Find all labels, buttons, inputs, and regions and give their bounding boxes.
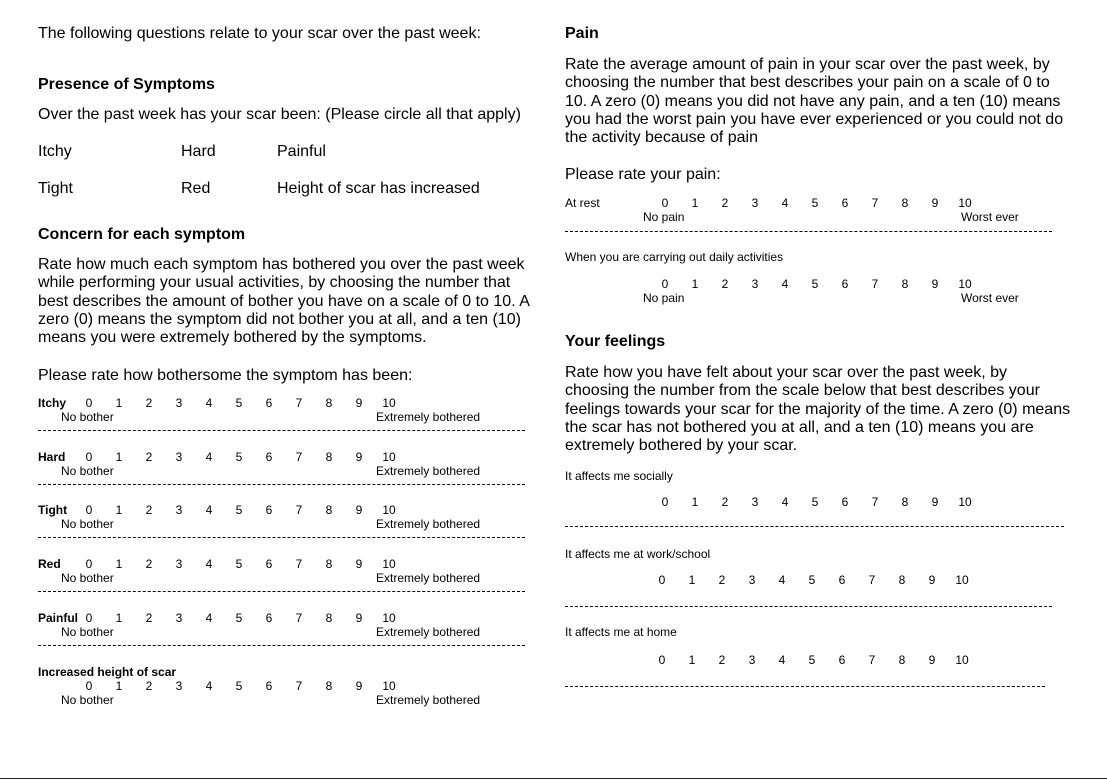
feeling-1-scale-9[interactable]: 9: [928, 573, 936, 587]
symptom-3-scale-6[interactable]: 6: [265, 557, 273, 571]
symptom-1-scale-1[interactable]: 1: [115, 450, 123, 464]
symptom-3-scale-10[interactable]: 10: [382, 557, 396, 571]
feeling-2-scale-9[interactable]: 9: [928, 653, 936, 667]
symptom-1-scale-2[interactable]: 2: [145, 450, 153, 464]
pain-1-scale-8[interactable]: 8: [901, 277, 909, 291]
symptom-2-scale-1[interactable]: 1: [115, 503, 123, 517]
pain-0-scale-6[interactable]: 6: [841, 196, 849, 210]
symptom-label-0: Itchy: [38, 396, 67, 410]
pain-item-0: At rest: [565, 196, 600, 210]
pain-low-label-1: No pain: [643, 291, 685, 305]
feelings-paragraph: Rate how you have felt about your scar over the past week, by choosing the number from the scale below that best describes your feelings towards your scar for the majority of the time. A zero (0) means the scar has not bothered you at all, and a ten (10) means you are extremely bothered by your scar.: [565, 364, 1071, 455]
symptom-high-label-2: Extremely bothered: [376, 517, 481, 531]
symptom-divider-0: [38, 430, 525, 431]
feeling-2-scale-1[interactable]: 1: [688, 653, 696, 667]
pain-item-1: When you are carrying out daily activities: [565, 250, 784, 264]
symptom-4-scale-8[interactable]: 8: [325, 611, 333, 625]
symptom-1-scale-10[interactable]: 10: [382, 450, 396, 464]
symptom-0-scale-2[interactable]: 2: [145, 396, 153, 410]
feeling-0-scale-3[interactable]: 3: [751, 495, 759, 509]
symptom-5-scale-10[interactable]: 10: [382, 679, 396, 693]
symptom-1-scale-8[interactable]: 8: [325, 450, 333, 464]
pain-1-scale-2[interactable]: 2: [721, 277, 729, 291]
page-bottom-border: [0, 778, 1107, 779]
symptom-3-scale-0[interactable]: 0: [85, 557, 93, 571]
feeling-0-scale-6[interactable]: 6: [841, 495, 849, 509]
symptom-1-scale-7[interactable]: 7: [295, 450, 303, 464]
symptom-label-1: Hard: [38, 450, 66, 464]
symptom-0-scale-8[interactable]: 8: [325, 396, 333, 410]
symptom-high-label-4: Extremely bothered: [376, 625, 481, 639]
feeling-1-scale-0[interactable]: 0: [658, 573, 666, 587]
presence-prompt: Over the past week has your scar been: (Please circle all that apply): [38, 106, 521, 123]
feeling-1-scale-7[interactable]: 7: [868, 573, 876, 587]
symptom-3-scale-2[interactable]: 2: [145, 557, 153, 571]
symptom-1-scale-3[interactable]: 3: [175, 450, 183, 464]
symptom-0-scale-9[interactable]: 9: [355, 396, 363, 410]
symptom-5-scale-2[interactable]: 2: [145, 679, 153, 693]
pain-0-scale-3[interactable]: 3: [751, 196, 759, 210]
feeling-0-scale-7[interactable]: 7: [871, 495, 879, 509]
symptom-5-scale-0[interactable]: 0: [85, 679, 93, 693]
pain-1-scale-7[interactable]: 7: [871, 277, 879, 291]
feeling-2-scale-4[interactable]: 4: [778, 653, 786, 667]
pain-1-scale-0[interactable]: 0: [661, 277, 669, 291]
symptom-5-scale-9[interactable]: 9: [355, 679, 363, 693]
symptom-5-scale-1[interactable]: 1: [115, 679, 123, 693]
symptom-1-scale-9[interactable]: 9: [355, 450, 363, 464]
pain-heading: Pain: [565, 25, 599, 42]
option-red[interactable]: Red: [181, 180, 211, 197]
symptom-3-scale-5[interactable]: 5: [235, 557, 243, 571]
symptom-3-scale-1[interactable]: 1: [115, 557, 123, 571]
symptom-5-scale-6[interactable]: 6: [265, 679, 273, 693]
pain-0-scale-7[interactable]: 7: [871, 196, 879, 210]
feeling-divider-1: [565, 606, 1052, 607]
symptom-5-scale-5[interactable]: 5: [235, 679, 243, 693]
symptom-label-2: Tight: [38, 503, 68, 517]
symptom-1-scale-5[interactable]: 5: [235, 450, 243, 464]
symptom-2-scale-4[interactable]: 4: [205, 503, 213, 517]
feeling-2-scale-2[interactable]: 2: [718, 653, 726, 667]
symptom-4-scale-5[interactable]: 5: [235, 611, 243, 625]
feeling-2-scale-6[interactable]: 6: [838, 653, 846, 667]
feeling-1-scale-10[interactable]: 10: [955, 573, 969, 587]
symptom-3-scale-3[interactable]: 3: [175, 557, 183, 571]
symptom-divider-3: [38, 591, 525, 592]
pain-0-scale-4[interactable]: 4: [781, 196, 789, 210]
presence-heading: Presence of Symptoms: [38, 76, 215, 93]
symptom-low-label-2: No bother: [61, 517, 114, 531]
pain-paragraph: Rate the average amount of pain in your scar over the past week, by choosing the number that best describes your pain on a scale of 0 to 10. A zero (0) means you did not have any pain, and a ten (10) means you had the worst pain you have ever experienced or you could not do the activity because of pain: [565, 56, 1064, 147]
pain-0-scale-8[interactable]: 8: [901, 196, 909, 210]
option-painful[interactable]: Painful: [277, 143, 326, 160]
feelings-heading: Your feelings: [565, 333, 666, 350]
symptom-4-scale-6[interactable]: 6: [265, 611, 273, 625]
symptom-2-scale-2[interactable]: 2: [145, 503, 153, 517]
feeling-1-scale-5[interactable]: 5: [808, 573, 816, 587]
symptom-5-scale-8[interactable]: 8: [325, 679, 333, 693]
symptom-4-scale-2[interactable]: 2: [145, 611, 153, 625]
pain-low-label-0: No pain: [643, 210, 685, 224]
feeling-1-scale-8[interactable]: 8: [898, 573, 906, 587]
option-height-increased[interactable]: Height of scar has increased: [277, 180, 480, 197]
feeling-2-scale-0[interactable]: 0: [658, 653, 666, 667]
symptom-low-label-3: No bother: [61, 571, 114, 585]
symptom-5-scale-4[interactable]: 4: [205, 679, 213, 693]
pain-0-scale-1[interactable]: 1: [691, 196, 699, 210]
feeling-1-scale-1[interactable]: 1: [688, 573, 696, 587]
symptom-1-scale-0[interactable]: 0: [85, 450, 93, 464]
symptom-0-scale-3[interactable]: 3: [175, 396, 183, 410]
feeling-2-scale-10[interactable]: 10: [955, 653, 969, 667]
intro-text: The following questions relate to your scar over the past week:: [38, 25, 481, 42]
symptom-label-5: Increased height of scar: [38, 665, 177, 679]
symptom-2-scale-6[interactable]: 6: [265, 503, 273, 517]
option-hard[interactable]: Hard: [181, 143, 216, 160]
feeling-item-1: It affects me at work/school: [565, 547, 711, 561]
symptom-1-scale-4[interactable]: 4: [205, 450, 213, 464]
symptom-4-scale-10[interactable]: 10: [382, 611, 396, 625]
symptom-high-label-5: Extremely bothered: [376, 693, 481, 707]
pain-divider-0: [565, 231, 1052, 232]
pain-prompt: Please rate your pain:: [565, 166, 721, 183]
option-itchy[interactable]: Itchy: [38, 143, 72, 160]
feeling-1-scale-6[interactable]: 6: [838, 573, 846, 587]
symptom-5-scale-7[interactable]: 7: [295, 679, 303, 693]
symptom-low-label-4: No bother: [61, 625, 114, 639]
symptom-label-3: Red: [38, 557, 61, 571]
symptom-0-scale-0[interactable]: 0: [85, 396, 93, 410]
feeling-0-scale-9[interactable]: 9: [931, 495, 939, 509]
concern-prompt: Please rate how bothersome the symptom has been:: [38, 367, 413, 384]
feeling-1-scale-3[interactable]: 3: [748, 573, 756, 587]
symptom-4-scale-1[interactable]: 1: [115, 611, 123, 625]
symptom-divider-1: [38, 484, 525, 485]
symptom-2-scale-0[interactable]: 0: [85, 503, 93, 517]
pain-1-scale-5[interactable]: 5: [811, 277, 819, 291]
pain-1-scale-4[interactable]: 4: [781, 277, 789, 291]
pain-1-scale-6[interactable]: 6: [841, 277, 849, 291]
symptom-3-scale-4[interactable]: 4: [205, 557, 213, 571]
symptom-low-label-0: No bother: [61, 410, 114, 424]
symptom-2-scale-5[interactable]: 5: [235, 503, 243, 517]
symptom-3-scale-9[interactable]: 9: [355, 557, 363, 571]
feeling-0-scale-5[interactable]: 5: [811, 495, 819, 509]
symptom-2-scale-3[interactable]: 3: [175, 503, 183, 517]
feeling-0-scale-2[interactable]: 2: [721, 495, 729, 509]
pain-high-label-1: Worst ever: [961, 291, 1019, 305]
feeling-divider-2: [565, 686, 1045, 687]
symptom-0-scale-5[interactable]: 5: [235, 396, 243, 410]
symptom-5-scale-3[interactable]: 3: [175, 679, 183, 693]
symptom-0-scale-10[interactable]: 10: [382, 396, 396, 410]
symptom-0-scale-1[interactable]: 1: [115, 396, 123, 410]
symptom-divider-4: [38, 645, 525, 646]
symptom-2-scale-9[interactable]: 9: [355, 503, 363, 517]
feeling-2-scale-5[interactable]: 5: [808, 653, 816, 667]
feeling-1-scale-2[interactable]: 2: [718, 573, 726, 587]
symptom-label-4: Painful: [38, 611, 79, 625]
feeling-0-scale-0[interactable]: 0: [661, 495, 669, 509]
pain-1-scale-3[interactable]: 3: [751, 277, 759, 291]
symptom-low-label-5: No bother: [61, 693, 114, 707]
feeling-0-scale-8[interactable]: 8: [901, 495, 909, 509]
pain-0-scale-0[interactable]: 0: [661, 196, 669, 210]
symptom-4-scale-9[interactable]: 9: [355, 611, 363, 625]
pain-0-scale-9[interactable]: 9: [931, 196, 939, 210]
symptom-4-scale-7[interactable]: 7: [295, 611, 303, 625]
symptom-2-scale-7[interactable]: 7: [295, 503, 303, 517]
symptom-3-scale-8[interactable]: 8: [325, 557, 333, 571]
feeling-item-2: It affects me at home: [565, 625, 677, 639]
symptom-4-scale-0[interactable]: 0: [85, 611, 93, 625]
feeling-2-scale-7[interactable]: 7: [868, 653, 876, 667]
feeling-1-scale-4[interactable]: 4: [778, 573, 786, 587]
concern-heading: Concern for each symptom: [38, 226, 246, 243]
symptom-2-scale-10[interactable]: 10: [382, 503, 396, 517]
feeling-0-scale-1[interactable]: 1: [691, 495, 699, 509]
symptom-0-scale-4[interactable]: 4: [205, 396, 213, 410]
pain-1-scale-10[interactable]: 10: [958, 277, 972, 291]
feeling-item-0: It affects me socially: [565, 469, 673, 483]
concern-paragraph: Rate how much each symptom has bothered you over the past week while performing your usual activities, by choosing the number that best describes the amount of bother you have on a scale of 0 to 10. A zero (0) means the symptom did not bother you at all, and a ten (10) means you were extremely bothered by the symptoms.: [38, 256, 529, 347]
feeling-0-scale-10[interactable]: 10: [958, 495, 972, 509]
symptom-3-scale-7[interactable]: 7: [295, 557, 303, 571]
pain-high-label-0: Worst ever: [961, 210, 1019, 224]
symptom-low-label-1: No bother: [61, 464, 114, 478]
symptom-0-scale-7[interactable]: 7: [295, 396, 303, 410]
symptom-4-scale-4[interactable]: 4: [205, 611, 213, 625]
feeling-2-scale-3[interactable]: 3: [748, 653, 756, 667]
pain-1-scale-9[interactable]: 9: [931, 277, 939, 291]
symptom-high-label-3: Extremely bothered: [376, 571, 481, 585]
feeling-divider-0: [565, 526, 1064, 527]
pain-0-scale-10[interactable]: 10: [958, 196, 972, 210]
symptom-0-scale-6[interactable]: 6: [265, 396, 273, 410]
symptom-high-label-0: Extremely bothered: [376, 410, 481, 424]
symptom-1-scale-6[interactable]: 6: [265, 450, 273, 464]
symptom-2-scale-8[interactable]: 8: [325, 503, 333, 517]
symptom-divider-2: [38, 537, 525, 538]
pain-0-scale-5[interactable]: 5: [811, 196, 819, 210]
symptom-high-label-1: Extremely bothered: [376, 464, 481, 478]
feeling-0-scale-4[interactable]: 4: [781, 495, 789, 509]
feeling-2-scale-8[interactable]: 8: [898, 653, 906, 667]
pain-1-scale-1[interactable]: 1: [691, 277, 699, 291]
symptom-4-scale-3[interactable]: 3: [175, 611, 183, 625]
pain-0-scale-2[interactable]: 2: [721, 196, 729, 210]
option-tight[interactable]: Tight: [38, 180, 73, 197]
